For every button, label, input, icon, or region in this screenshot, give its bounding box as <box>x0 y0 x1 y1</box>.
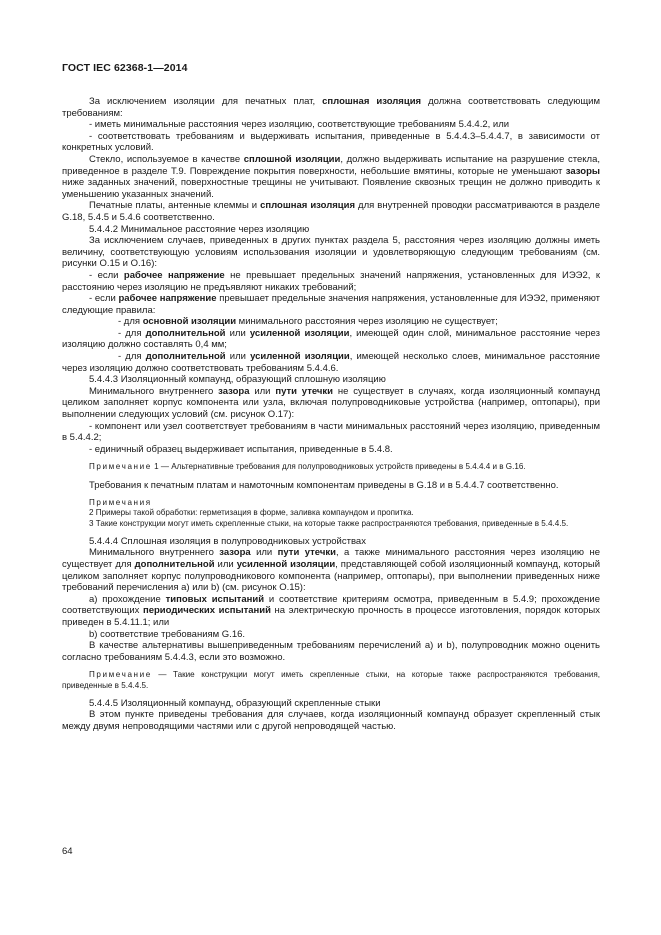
note-3: 3 Такие конструкции могут иметь скрепленные стыки, на которые также распространяются требования, приведенные в 5.4.4.5. <box>89 518 569 528</box>
subitem-multi-layer: - для дополнительной или усиленной изоляции, имеющей несколько слоев, минимальное расстояние через изоляцию должно соответствовать требованиям 5.4.4.6. <box>62 351 601 374</box>
para-5-4-4-3: Минимального внутреннего зазора или пути утечки не существует в случаях, когда изоляционный компаунд целиком заполняет корпус компонента или узла, включая полупроводниковые устройства (например, оптопары), при выполнении следующих условий (см. рисунок O.17): <box>62 385 600 421</box>
para-5-4-4-4: Минимального внутреннего зазора или пути утечки, а также минимального расстояния через изоляцию не существует для дополнительной или усиленной изоляции, представляющей собой изоляционный компаунд, который целиком заполняет корпус полупроводникового компонента (например, оптопары), при выполнении приведенных ниже требований перечисления а) или b) (см. рисунок O.15): <box>62 547 601 594</box>
subitem-basic: - для основной изоляции минимального расстояния через изоляцию не существует; <box>118 316 498 328</box>
para-pcb: Печатные платы, антенные клеммы и сплошная изоляция для внутренней проводки рассматриваются в разделе G.18, 5.4.5 и 5.4.6 соответственно. <box>62 200 600 223</box>
note-1: Примечание 1 — Альтернативные требования для полупроводниковых устройств приведены в 5.4.4.4 и в G.16. <box>89 462 526 472</box>
document-header: ГОСТ IEC 62368-1—2014 <box>62 62 188 74</box>
subitem-single-layer: - для дополнительной или усиленной изоляции, имеющей один слой, минимальное расстояние через изоляцию должно составлять 0,4 мм; <box>62 327 600 351</box>
heading-5-4-4-4: 5.4.4.4 Сплошная изоляция в полупроводниковых устройствах <box>89 535 366 547</box>
note-joints: Примечание — Такие конструкции могут иметь скрепленные стыки, на которые также распространяются требования, приведенные в 5.4.4.5. <box>62 670 600 690</box>
para-alternative: В качестве альтернативы вышеприведенным требованиям перечислений а) и b), полупроводник можно оценить согласно требованиям 5.4.4.3, если это возможно. <box>62 640 600 663</box>
item-a: а) прохождение типовых испытаний и соответствие критериям осмотра, приведенным в 5.4.9; прохождение соответствующих периодических испытаний на электрическую прочность в процессе изготовления, порядок которых приведен в 5.4.11.1; или <box>62 593 600 628</box>
note-2: 2 Примеры такой обработки: герметизация в форме, заливка компаундом и пропитка. <box>89 508 414 518</box>
item-dash-2: - соответствовать требованиям и выдерживать испытания, приведенные в 5.4.4.3–5.4.4.7, в зависимости от конкретных условий. <box>62 130 600 154</box>
item-component: - компонент или узел соответствует требованиям в части минимальных расстояний через изоляцию, приведенным в 5.4.4.2; <box>62 420 600 444</box>
notes-heading: Примечания <box>89 498 152 508</box>
document-page <box>62 62 600 733</box>
document-body <box>62 96 600 733</box>
heading-5-4-4-2: 5.4.4.2 Минимальное расстояние через изоляцию <box>89 223 310 235</box>
heading-5-4-4-5: 5.4.4.5 Изоляционный компаунд, образующий скрепленные стыки <box>89 697 381 709</box>
item-dash-1: - иметь минимальные расстояния через изоляцию, соответствующие требованиям 5.4.4.2, или <box>89 119 510 131</box>
item-if-1: - если рабочее напряжение не превышает предельных значений напряжения, установленных для ИЭЭ2, к расстоянию через изоляцию не предъявляют никаких требований; <box>62 269 600 293</box>
para-intro: За исключением изоляции для печатных плат, сплошная изоляция должна соответствовать следующим требованиям: <box>62 96 600 119</box>
heading-5-4-4-3: 5.4.4.3 Изоляционный компаунд, образующий сплошную изоляцию <box>89 374 386 386</box>
para-5-4-4-5: В этом пункте приведены требования для случаев, когда изоляционный компаунд образует скрепленный стык между двумя непроводящими частями или с другой непроводящей частью. <box>62 709 600 732</box>
item-sample: - единичный образец выдерживает испытания, приведенные в 5.4.8. <box>89 443 393 455</box>
para-glass: Стекло, используемое в качестве сплошной изоляции, должно выдерживать испытание на разрушение стекла, приведенное в разделе T.9. Повреждение покрытия поверхности, небольшие вмятины, которые не уменьшают зазоры ниже заданных значений, поверхностные трещины не учитывают. Появление сквозных трещин не должно приводить к уменьшению указанных значений. <box>62 153 600 200</box>
item-if-2: - если рабочее напряжение превышает предельные значения напряжения, установленные для ИЭЭ2, применяют следующие правила: <box>62 293 600 316</box>
para-pcb-winding: Требования к печатным платам и намоточным компонентам приведены в G.18 и в 5.4.4.7 соответственно. <box>89 479 559 491</box>
page-number: 64 <box>62 846 73 857</box>
para-5-4-4-2: За исключением случаев, приведенных в других пунктах раздела 5, расстояния через изоляцию должны иметь величину, соответствующую условиям использования изоляции и удовлетворяющую следующим требованиям (см. рисунки O.15 и O.16): <box>62 235 600 270</box>
item-b: b) соответствие требованиям G.16. <box>89 628 246 640</box>
